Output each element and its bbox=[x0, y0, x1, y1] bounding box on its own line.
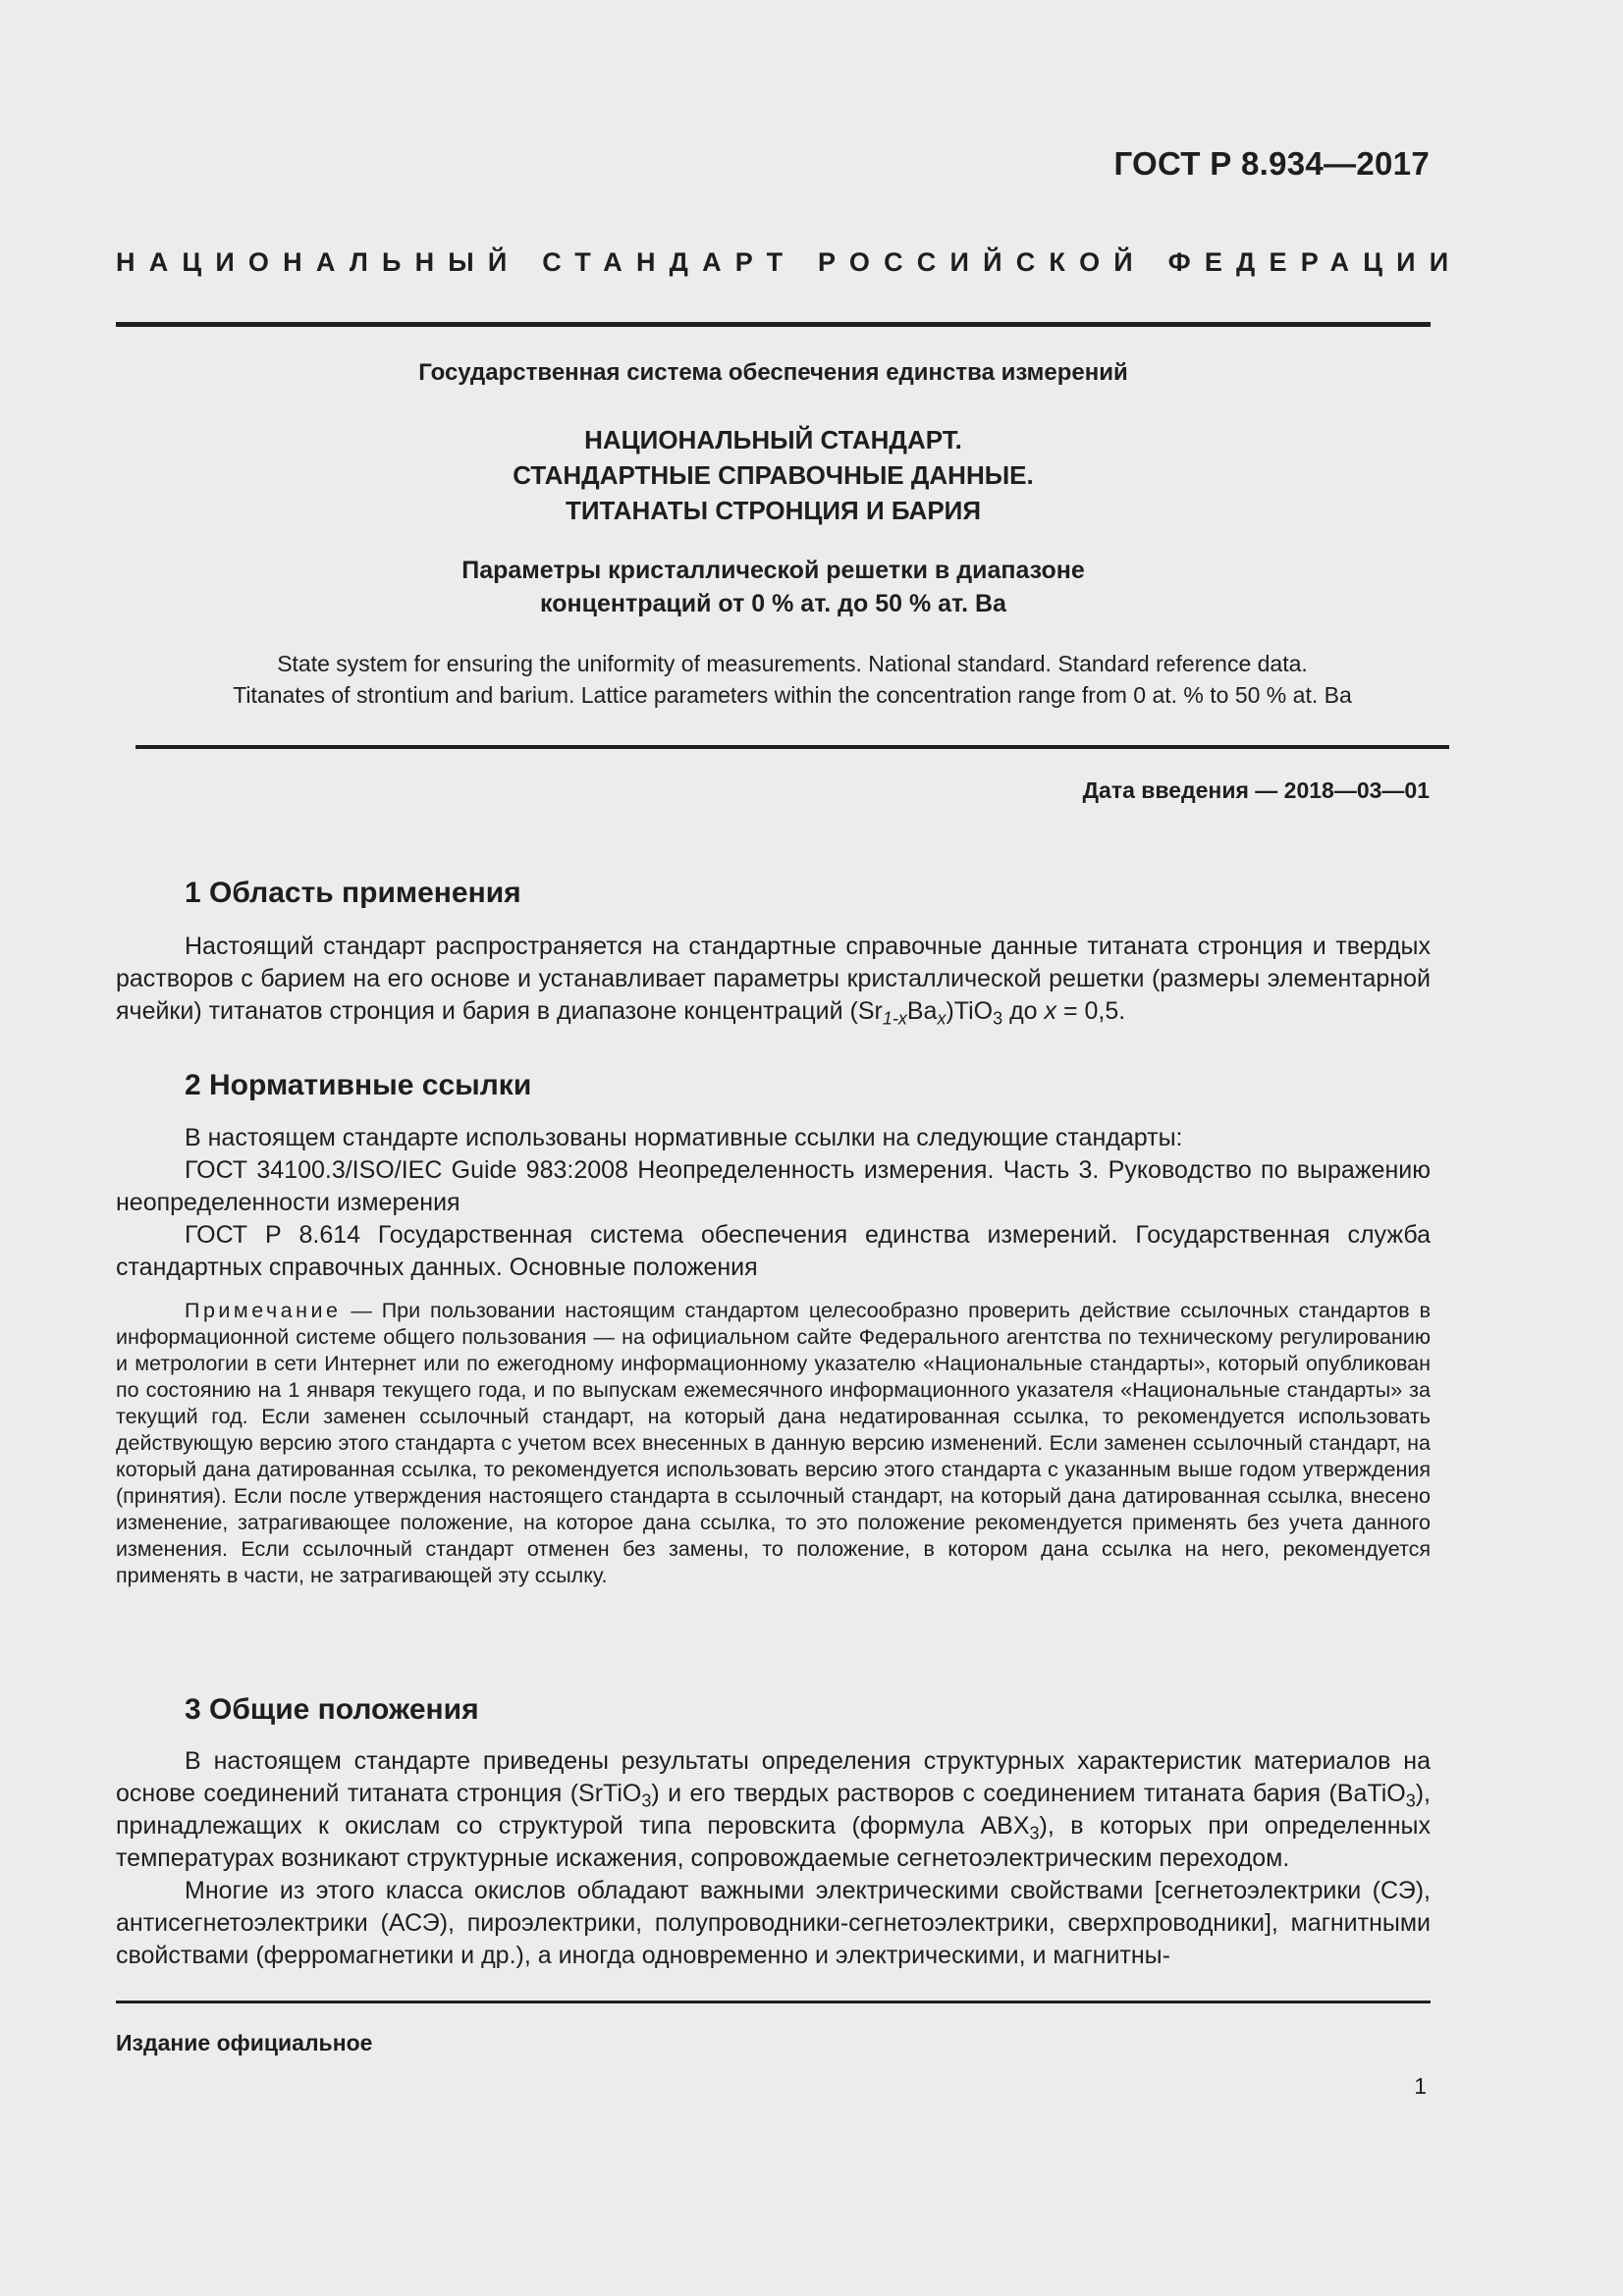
note-paragraph: Примечание — При пользовании настоящим стандартом целесообразно проверить действие ссылочных стандартов в информационной системе общего пользования — на официальном сайте Федерального агентства по техническому регулированию и метрологии в сети Интернет или по ежегодному информационному указателю «Национальные стандарты», который опубликован по состоянию на 1 января текущего года, и по выпускам ежемесячного информационного указателя «Национальные стандарты» за текущий год. Если заменен ссылочный стандарт, на который дана недатированная ссылка, то рекомендуется использовать действующую версию этого стандарта с учетом всех внесенных в данную версию изменений. Если заменен ссылочный стандарт, на который дана датированная ссылка, то рекомендуется использовать версию этого стандарта с указанным выше годом утверждения (принятия). Если после утверждения настоящего стандарта в ссылочный стандарт, на который дана датированная ссылка, внесено изменение, затрагивающее положение, на которое дана ссылка, то это положение рекомендуется применять без учета данного изменения. Если ссылочный стандарт отменен без замены, то положение, в котором дана ссылка на него, рекомендуется применять в части, не затрагивающей эту ссылку. bbox=[116, 1299, 1431, 1587]
reference-item: ГОСТ 34100.3/ISO/IEC Guide 983:2008 Неопределенность измерения. Часть 3. Руководство по выражению неопределенности измерения bbox=[116, 1156, 1431, 1216]
section-2-body bbox=[116, 1122, 1431, 1284]
section-1-body bbox=[116, 931, 1431, 1028]
english-title-line: State system for ensuring the uniformity of measurements. National standard. Standard reference data. bbox=[277, 651, 1308, 676]
subtitle-line: Параметры кристаллической решетки в диапазоне bbox=[461, 557, 1085, 584]
national-standard-banner: НАЦИОНАЛЬНЫЙ СТАНДАРТ РОССИЙСКОЙ ФЕДЕРАЦИИ bbox=[116, 247, 1463, 277]
reference-item: ГОСТ Р 8.614 Государственная система обеспечения единства измерений. Государственная служба стандартных справочных данных. Основные положения bbox=[116, 1221, 1431, 1281]
introduction-date: Дата введения — 2018—03—01 bbox=[1082, 777, 1430, 803]
title-divider bbox=[135, 745, 1449, 749]
english-title bbox=[135, 648, 1449, 711]
document-title bbox=[116, 422, 1431, 528]
references-intro: В настоящем стандарте использованы нормативные ссылки на следующие стандарты: bbox=[185, 1124, 1183, 1151]
official-edition-label: Издание официальное bbox=[116, 2030, 373, 2056]
footer-divider bbox=[116, 2001, 1431, 2003]
document-subtitle bbox=[116, 554, 1431, 620]
header-divider bbox=[116, 322, 1431, 327]
section-2-heading: 2 Нормативные ссылки bbox=[185, 1069, 532, 1101]
section-3-paragraph: В настоящем стандарте приведены результаты определения структурных характеристик материалов на основе соединений титаната стронция (SrTiO$_3$) и его твердых растворов с соединением титаната бария (BaTiO$_3$), принадлежащих к окислам со структурой типа перовскита (формула $ABX_3$), в которых при определенных температурах возникают структурные искажения, сопровождаемые сегнетоэлектрическим переходом. bbox=[116, 1747, 1431, 1872]
english-title-line: Titanates of strontium and barium. Lattice parameters within the concentration range from 0 at. % to 50 % at. Ba bbox=[233, 682, 1352, 708]
note-label: Примечание bbox=[185, 1299, 342, 1322]
title-line: НАЦИОНАЛЬНЫЙ СТАНДАРТ. bbox=[584, 425, 962, 454]
title-line: ТИТАНАТЫ СТРОНЦИЯ И БАРИЯ bbox=[565, 496, 982, 525]
page-number: 1 bbox=[1414, 2073, 1427, 2099]
title-line: СТАНДАРТНЫЕ СПРАВОЧНЫЕ ДАННЫЕ. bbox=[513, 460, 1034, 490]
section-1-paragraph: Настоящий стандарт распространяется на стандартные справочные данные титаната стронция и твердых растворов с барием на его основе и устанавливает параметры кристаллической решетки (размеры элементарной ячейки) титанатов стронция и бария в диапазоне концентраций $(Sr_{1-x}Ba_x)TiO_3$ до x = 0,5. bbox=[116, 933, 1431, 1029]
section-3-heading: 3 Общие положения bbox=[185, 1693, 479, 1726]
section-3-paragraph: Многие из этого класса окислов обладают важными электрическими свойствами [сегнетоэлектрики (СЭ), антисегнетоэлектрики (АСЭ), пироэлектрики, полупроводники-сегнетоэлектрики, сверхпроводники], магнитными свойствами (ферромагнетики и др.), а иногда одновременно и электрическими, и магнитны- bbox=[116, 1877, 1431, 1969]
section-3-body bbox=[116, 1745, 1431, 1972]
state-system-title: Государственная система обеспечения единства измерений bbox=[418, 359, 1128, 386]
note-block bbox=[116, 1298, 1431, 1589]
gost-number: ГОСТ Р 8.934—2017 bbox=[1113, 145, 1430, 182]
section-1-heading: 1 Область применения bbox=[185, 877, 521, 909]
subtitle-line: концентраций от 0 % ат. до 50 % ат. Ba bbox=[540, 590, 1006, 617]
